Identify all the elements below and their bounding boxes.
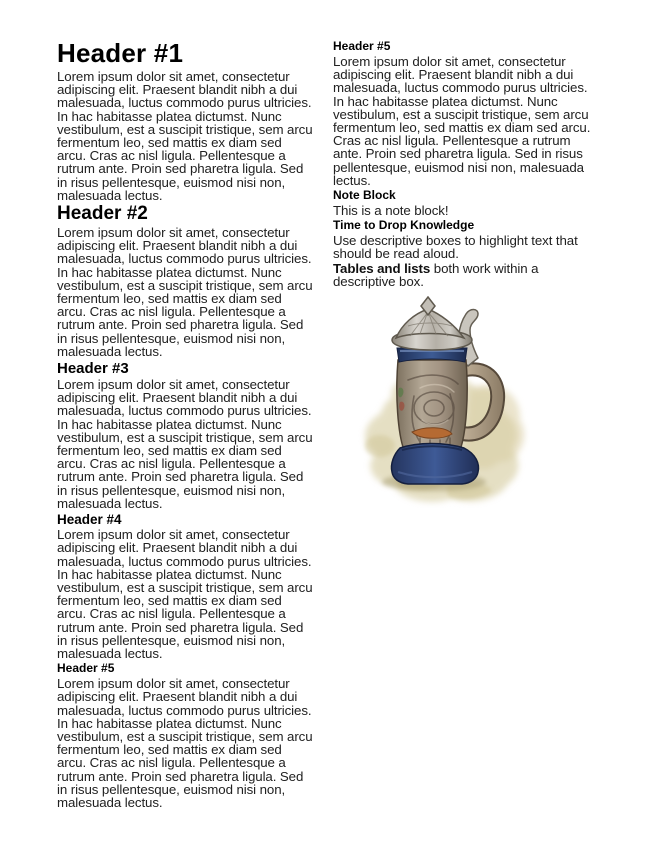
- paragraph-under-header-4: Lorem ipsum dolor sit amet, consectetur adipiscing elit. Praesent blandit nibh a dui malesuada, luctus commodo purus ultricies. In hac habitasse platea dictumst. Nunc vestibulum, est a suscipit tristique, sem arcu fermentum leo, sed mattis ex diam sed arcu. Cras ac nisl ligula. Pellentesque a rutrum ante. Proin sed pharetra ligula. Sed in risus pellentesque, euismod nisi non, malesuada lectus.: [57, 527, 313, 661]
- header-5-left: Header #5: [57, 661, 115, 676]
- header-5-right: Header #5: [333, 39, 391, 53]
- paragraph-under-header-5-right: Lorem ipsum dolor sit amet, consectetur adipiscing elit. Praesent blandit nibh a dui malesuada, luctus commodo purus ultricies. In hac habitasse platea dictumst. Nunc vestibulum, est a suscipit tristique, sem arcu fermentum leo, sed mattis ex diam sed arcu. Cras ac nisl ligula. Pellentesque a rutrum ante. Proin sed pharetra ligula. Sed in risus pellentesque, euismod nisi non, malesuada lectus.: [333, 54, 591, 188]
- beer-stein-image: [350, 296, 530, 508]
- paragraph-under-header-2: Lorem ipsum dolor sit amet, consectetur adipiscing elit. Praesent blandit nibh a dui malesuada, luctus commodo purus ultricies. In hac habitasse platea dictumst. Nunc vestibulum, est a suscipit tristique, sem arcu fermentum leo, sed mattis ex diam sed arcu. Cras ac nisl ligula. Pellentesque a rutrum ante. Proin sed pharetra ligula. Sed in risus pellentesque, euismod nisi non, malesuada lectus.: [57, 225, 313, 359]
- tables-and-lists-bold: Tables and lists: [333, 260, 431, 276]
- paragraph-under-header-1: Lorem ipsum dolor sit amet, consectetur adipiscing elit. Praesent blandit nibh a dui malesuada, luctus commodo purus ultricies. In hac habitasse platea dictumst. Nunc vestibulum, est a suscipit tristique, sem arcu fermentum leo, sed mattis ex diam sed arcu. Cras ac nisl ligula. Pellentesque a rutrum ante. Proin sed pharetra ligula. Sed in risus pellentesque, euismod nisi non, malesuada lectus.: [57, 69, 313, 203]
- beer-stein-svg: [350, 296, 530, 508]
- header-4: Header #4: [57, 512, 122, 528]
- note-block-text: This is a note block!: [333, 203, 449, 219]
- watercolor-lobe-left: [365, 435, 395, 457]
- right-column: [333, 38, 601, 289]
- left-column: [57, 38, 313, 810]
- tables-and-lists-rest: both work within a descriptive box.: [333, 260, 539, 289]
- paragraph-under-header-3: Lorem ipsum dolor sit amet, consectetur adipiscing elit. Praesent blandit nibh a dui malesuada, luctus commodo purus ultricies. In hac habitasse platea dictumst. Nunc vestibulum, est a suscipit tristique, sem arcu fermentum leo, sed mattis ex diam sed arcu. Cras ac nisl ligula. Pellentesque a rutrum ante. Proin sed pharetra ligula. Sed in risus pellentesque, euismod nisi non, malesuada lectus.: [57, 377, 313, 511]
- header-3: Header #3: [57, 360, 129, 378]
- header-1: Header #1: [57, 38, 184, 68]
- paragraph-under-header-5-left: Lorem ipsum dolor sit amet, consectetur adipiscing elit. Praesent blandit nibh a dui malesuada, luctus commodo purus ultricies. In hac habitasse platea dictumst. Nunc vestibulum, est a suscipit tristique, sem arcu fermentum leo, sed mattis ex diam sed arcu. Cras ac nisl ligula. Pellentesque a rutrum ante. Proin sed pharetra ligula. Sed in risus pellentesque, euismod nisi non, malesuada lectus.: [57, 676, 313, 810]
- header-2: Header #2: [57, 203, 148, 225]
- note-block-title: Note Block: [333, 188, 396, 203]
- tables-and-lists-line: [333, 262, 601, 288]
- knowledge-title: Time to Drop Knowledge: [333, 218, 475, 233]
- knowledge-text: Use descriptive boxes to highlight text that should be read aloud.: [333, 233, 578, 262]
